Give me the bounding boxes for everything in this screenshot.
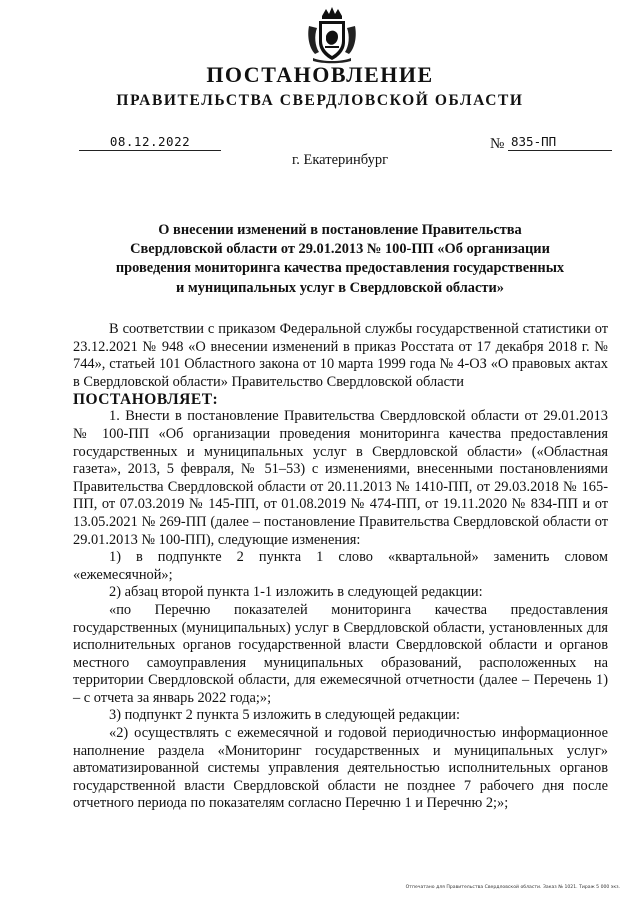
heading-line: и муниципальных услуг в Свердловской области» xyxy=(176,279,504,296)
body-paragraph: 1) в подпункте 2 пункта 1 слово «квартальной» заменить словом «ежемесячной»; xyxy=(73,549,608,583)
body-paragraph: 2) абзац второй пункта 1-1 изложить в следующей редакции: xyxy=(109,584,483,601)
body-paragraph: 1. Внести в постановление Правительства Свердловской области от 29.01.2013 № 100-ПП «Об организации проведения мониторинга качества предоставления государственных и муниципальных услуг в Свердловской области» («Областная газета», 2013, 5 февраля, № 51–53) с изменениями, внесенными постановлениями Правительства Свердловской области от 20.11.2013 № 1410-ПП, от 29.03.2018 № 165-ПП, от 07.03.2019 № 145-ПП, от 01.08.2019 № 474-ПП, от 19.11.2020 № 834-ПП и от 13.05.2021 № 269-ПП (далее – постановление Правительства Свердловской области от 29.01.2013 № 100-ПП), следующие изменения: xyxy=(73,408,608,548)
decree-operative-word: ПОСТАНОВЛЯЕТ: xyxy=(73,391,219,409)
decree-date: 08.12.2022 xyxy=(79,134,221,151)
heading-line: Свердловской области от 29.01.2013 № 100-ПП «Об организации xyxy=(130,241,550,258)
document-title: ПОСТАНОВЛЕНИЕ xyxy=(206,62,434,87)
coat-of-arms-icon xyxy=(305,6,359,64)
decree-heading xyxy=(60,221,620,298)
decree-body xyxy=(73,321,608,813)
preamble-paragraph: В соответствии с приказом Федеральной службы государственной статистики от 23.12.2021 № 948 «О внесении изменений в приказ Росстата от 17 декабря 2018 г. № 744», статьей 101 Областного закона от 10 марта 1999 года № 4-ОЗ «О правовых актах в Свердловской области» Правительство Свердловской области xyxy=(73,321,608,390)
decree-number: 835-ПП xyxy=(508,134,612,151)
place-of-issue: г. Екатеринбург xyxy=(291,152,389,168)
heading-line: проведения мониторинга качества предоставления государственных xyxy=(115,260,565,277)
print-imprint: Отпечатано для Правительства Свердловской области. Заказ № 1021. Тираж 5 000 экз. xyxy=(405,885,620,890)
body-paragraph: «2) осуществлять с ежемесячной и годовой периодичностью информационное наполнение раздела «Мониторинг государственных и муниципальных услуг» автоматизированной системы управления деятельностью исполнительных органов государственной власти Свердловской области не позднее 7 рабочего дня после отчетного периода по показателям согласно Перечню 1 и Перечню 2;»; xyxy=(73,725,608,812)
body-paragraph: «по Перечню показателей мониторинга качества предоставления государственных (муниципальных) услуг в Свердловской области, установленных для исполнительных органов государственной власти Свердловской области и органов местного самоуправления муниципальных образований, расположенных на территории Свердловской области, для ежемесячной отчетности (далее – Перечень 1) – с отчета за январь 2022 года;»; xyxy=(73,601,608,706)
heading-line: О внесении изменений в постановление Правительства xyxy=(158,222,522,238)
number-label: № xyxy=(490,136,505,152)
issuer-name: ПРАВИТЕЛЬСТВА СВЕРДЛОВСКОЙ ОБЛАСТИ xyxy=(116,92,524,109)
body-paragraph: 3) подпункт 2 пункта 5 изложить в следующей редакции: xyxy=(109,707,460,724)
